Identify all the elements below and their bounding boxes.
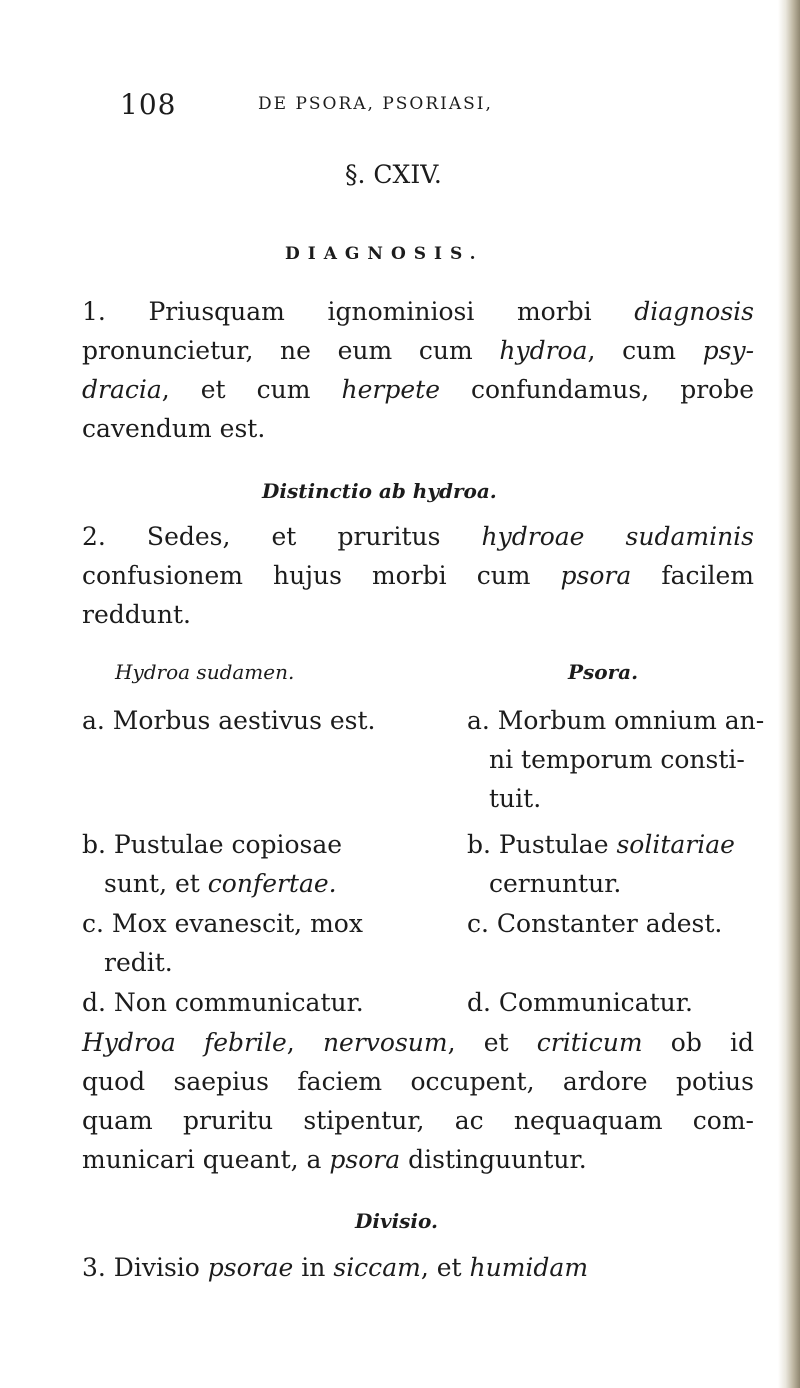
para1-line4: cavendum est.: [82, 414, 266, 443]
column-header-hydroa: Hydroa sudamen.: [115, 660, 295, 684]
page-number: 108: [120, 88, 177, 121]
para3-line2: quod saepius faciem occupent, ardore potius: [82, 1067, 754, 1096]
row-a-right-2: ni temporum consti-: [489, 745, 745, 774]
row-a-right-1: a. Morbum omnium an-: [467, 706, 765, 735]
running-title: DE PSORA, PSORIASI,: [258, 94, 493, 114]
row-c-left-2: redit.: [104, 948, 173, 977]
subheading-divisio: Divisio.: [355, 1209, 438, 1233]
para3-line1: Hydroa febrile, nervosum, et criticum ob id: [82, 1028, 754, 1057]
section-heading: DIAGNOSIS.: [285, 244, 484, 264]
page-edge-shadow: [778, 0, 800, 1388]
row-b-left-2: sunt, et confertae.: [104, 869, 337, 898]
para1-line3: dracia, et cum herpete confundamus, probe: [82, 375, 754, 404]
row-a-right-3: tuit.: [489, 784, 542, 813]
para1-line2: pronuncietur, ne eum cum hydroa, cum psy-: [82, 336, 755, 365]
para1-line1: 1. Priusquam ignominiosi morbi diagnosis: [82, 297, 754, 326]
para2-line1: 2. Sedes, et pruritus hydroae sudaminis: [82, 522, 754, 551]
section-number: §. CXIV.: [345, 160, 442, 189]
row-b-left-1: b. Pustulae copiosae: [82, 830, 343, 859]
para4-line1: 3. Divisio psorae in siccam, et humidam: [82, 1253, 589, 1282]
para3-line4: municari queant, a psora distinguuntur.: [82, 1145, 587, 1174]
para2-line3: reddunt.: [82, 600, 191, 629]
row-b-right-1: b. Pustulae solitariae: [467, 830, 735, 859]
row-d-left: d. Non communicatur.: [82, 988, 364, 1017]
column-header-psora: Psora.: [568, 660, 639, 684]
row-d-right: d. Communicatur.: [467, 988, 693, 1017]
row-b-right-2: cernuntur.: [489, 869, 622, 898]
subheading-distinctio: Distinctio ab hydroa.: [262, 479, 497, 503]
para3-line3: quam pruritu stipentur, ac nequaquam com-: [82, 1106, 754, 1135]
row-c-right: c. Constanter adest.: [467, 909, 723, 938]
para2-line2: confusionem hujus morbi cum psora facilem: [82, 561, 754, 590]
row-c-left-1: c. Mox evanescit, mox: [82, 909, 363, 938]
row-a-left: a. Morbus aestivus est.: [82, 706, 376, 735]
